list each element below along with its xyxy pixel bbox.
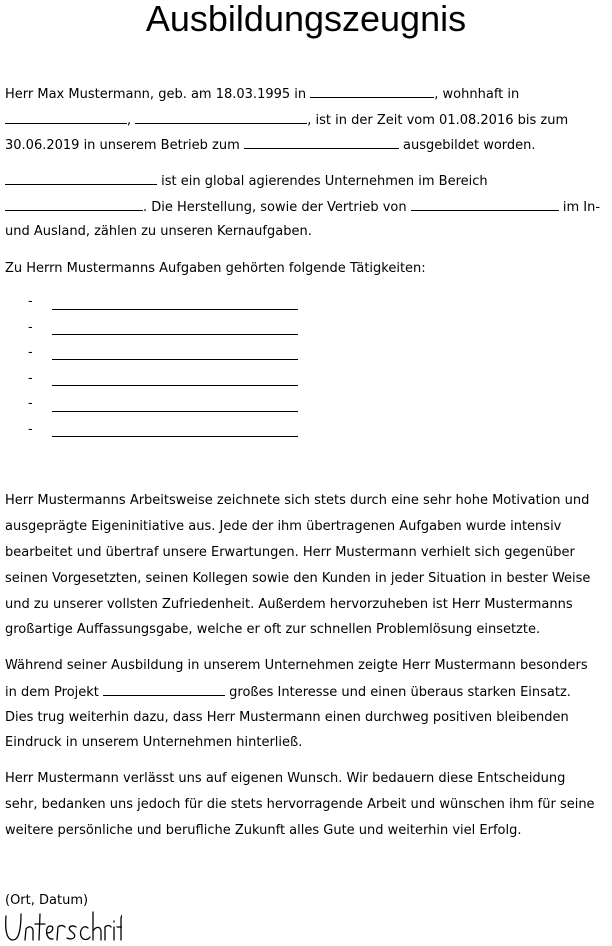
tasks-intro: Zu Herrn Mustermanns Aufgaben gehörten folgende Tätigkeiten: (5, 261, 426, 276)
intro-text: , ist in der Zeit vom 01.08.2016 bis zum (307, 113, 569, 128)
project-blank[interactable] (103, 684, 225, 696)
evaluation-line: seinen Vorgesetzten, seinen Kollegen sowie den Kunden in jeder Situation in bester Weise (5, 571, 591, 586)
evaluation-line: und zu unserer vollsten Zufriedenheit. Außerdem hervorzuheben ist Herr Mustermanns (5, 597, 573, 612)
project-line-2 (5, 684, 571, 701)
evaluation-line: bearbeitet und übertraf unsere Erwartungen. Herr Mustermann verhielt sich gegenüber (5, 545, 575, 560)
task-bullet: - (28, 422, 33, 437)
closing-line: weitere persönliche und berufliche Zukunft alles Gute und weiterhin viel Erfolg. (5, 823, 522, 838)
intro-line-1 (5, 86, 519, 103)
intro-line-2 (5, 112, 568, 129)
task-bullet: - (28, 320, 33, 335)
project-text: in dem Projekt (5, 685, 99, 700)
products-blank[interactable] (411, 199, 559, 211)
place-date-label: (Ort, Datum) (5, 893, 89, 908)
company-line-1 (5, 173, 488, 190)
company-line-3: und Ausland, zählen zu unseren Kernaufgaben. (5, 224, 312, 239)
intro-text: ausgebildet worden. (403, 138, 536, 153)
evaluation-line: großartige Auffassungsgabe, welche er oft zur schnellen Problemlösung einsetzte. (5, 622, 541, 637)
profession-blank[interactable] (244, 137, 399, 149)
document-title: Ausbildungszeugnis (145, 0, 467, 39)
intro-text: Herr Max Mustermann, geb. am 18.03.1995 in (5, 87, 307, 102)
project-line-4: Eindruck in unserem Unternehmen hinterließ. (5, 735, 303, 750)
signature-image (4, 910, 122, 944)
project-text: großes Interesse und einen überaus starken Einsatz. (229, 685, 571, 700)
address-blank-1[interactable] (5, 112, 127, 124)
task-line-3[interactable] (52, 359, 298, 360)
intro-text: 30.06.2019 in unserem Betrieb zum (5, 138, 240, 153)
task-line-1[interactable] (52, 309, 298, 310)
closing-line: sehr, bedanken uns jedoch für die stets hervorragende Arbeit und wünschen ihm für seine (5, 797, 595, 812)
task-bullet: - (28, 294, 33, 309)
task-bullet: - (28, 345, 33, 360)
closing-line: Herr Mustermann verlässt uns auf eigenen Wunsch. Wir bedauern diese Entscheidung (5, 771, 566, 786)
company-text: . Die Herstellung, sowie der Vertrieb von (143, 200, 407, 215)
task-line-2[interactable] (52, 334, 298, 335)
intro-line-3 (5, 137, 536, 154)
address-blank-2[interactable] (135, 112, 307, 124)
task-line-5[interactable] (52, 411, 298, 412)
project-line-1: Während seiner Ausbildung in unserem Unternehmen zeigte Herr Mustermann besonders (5, 658, 588, 673)
company-line-2 (5, 199, 600, 216)
intro-text: , (127, 113, 132, 128)
company-text: ist ein global agierendes Unternehmen im Bereich (161, 174, 488, 189)
evaluation-line: ausgeprägte Eigeninitiative aus. Jede der ihm übertragenen Aufgaben wurde intensiv (5, 519, 562, 534)
task-line-6[interactable] (52, 436, 298, 437)
task-bullet: - (28, 371, 33, 386)
task-bullet: - (28, 396, 33, 411)
intro-text: , wohnhaft in (434, 87, 520, 102)
company-text: im In- (562, 200, 601, 215)
sector-blank[interactable] (5, 199, 143, 211)
project-line-3: Dies trug weiterhin dazu, dass Herr Mustermann einen durchweg positiven bleibenden (5, 710, 569, 725)
birthplace-blank[interactable] (310, 86, 434, 98)
evaluation-line: Herr Mustermanns Arbeitsweise zeichnete sich stets durch eine sehr hohe Motivation und (5, 493, 590, 508)
company-name-blank[interactable] (5, 173, 157, 185)
task-line-4[interactable] (52, 385, 298, 386)
